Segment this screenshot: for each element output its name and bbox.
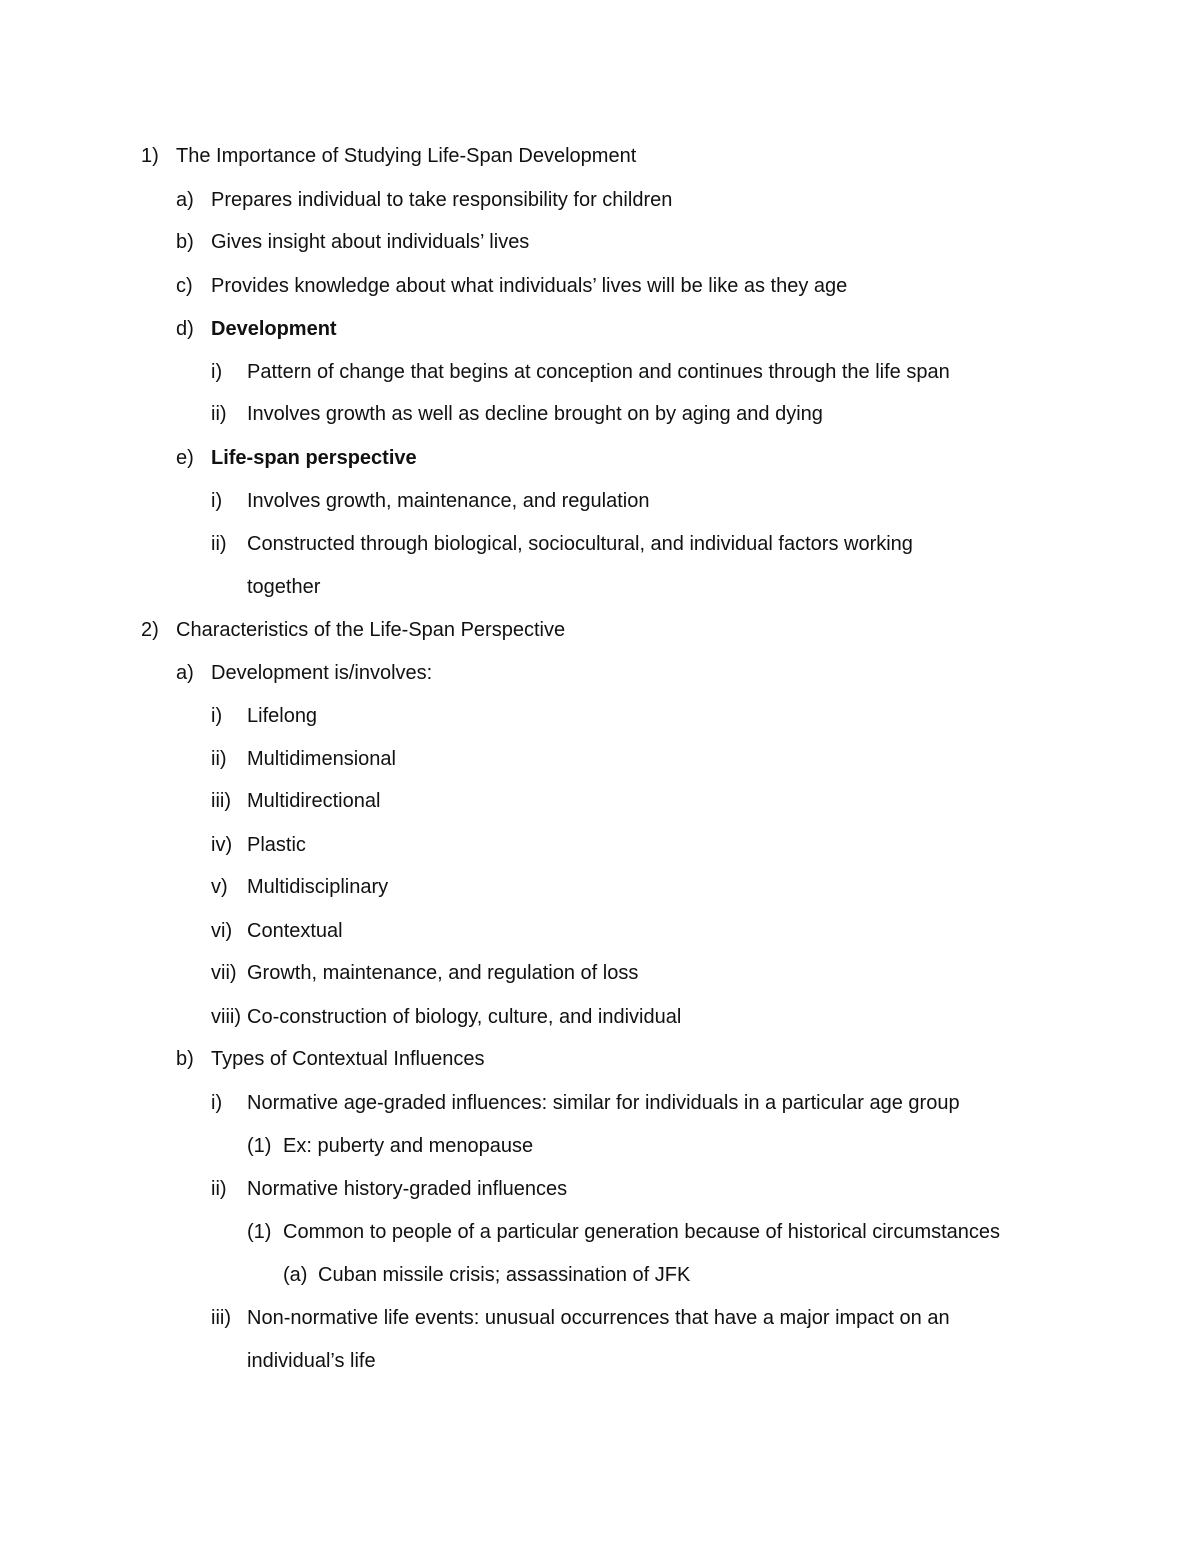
list-marker: ii) [211,1178,227,1200]
list-marker: iii) [211,790,231,812]
list-marker: iii) [211,1307,231,1329]
list-marker: (1) [247,1135,272,1157]
list-marker: viii) [211,1006,241,1028]
list-item-text: Non-normative life events: unusual occurrences that have a major impact on an [247,1307,950,1329]
list-item-text: Normative age-graded influences: similar for individuals in a particular age group [247,1092,960,1114]
list-marker: i) [211,705,223,727]
heading-text: The Importance of Studying Life-Span Development [176,145,637,167]
list-item-text: Ex: puberty and menopause [283,1135,534,1157]
list-marker: ii) [211,748,227,770]
list-item-text: Involves growth, maintenance, and regulation [247,490,650,512]
list-marker: d) [176,318,194,340]
list-marker: vi) [211,920,233,942]
list-item-text: individual’s life [247,1350,376,1372]
list-marker: e) [176,447,194,469]
heading-text: Characteristics of the Life-Span Perspective [176,619,566,641]
list-marker: 1) [141,145,159,167]
list-marker: i) [211,361,223,383]
list-item-text: Growth, maintenance, and regulation of loss [247,962,639,984]
list-item-text: Contextual [247,920,343,942]
list-item-text: Provides knowledge about what individuals’ lives will be like as they age [211,275,848,297]
list-item-text: Plastic [247,834,306,856]
list-item-text: Multidisciplinary [247,876,389,898]
list-marker: i) [211,490,223,512]
list-marker: i) [211,1092,223,1114]
list-item-text: Development is/involves: [211,662,433,684]
list-marker: v) [211,876,228,898]
list-item-text: Gives insight about individuals’ lives [211,231,530,253]
list-marker: (a) [283,1264,308,1286]
list-item-text: Co-construction of biology, culture, and individual [247,1006,682,1028]
list-marker: b) [176,1048,194,1070]
term-heading: Development [211,318,337,340]
list-item-text: Multidimensional [247,748,396,770]
list-item-text: Prepares individual to take responsibility for children [211,189,673,211]
list-marker: (1) [247,1221,272,1243]
term-heading: Life-span perspective [211,447,417,469]
list-marker: ii) [211,533,227,555]
list-marker: vii) [211,962,237,984]
list-item-text: together [247,576,321,598]
list-marker: ii) [211,403,227,425]
list-item-text: Normative history-graded influences [247,1178,568,1200]
list-item-text: Constructed through biological, sociocultural, and individual factors working [247,533,913,555]
list-item-text: Lifelong [247,705,318,727]
list-marker: a) [176,189,194,211]
list-item-text: Involves growth as well as decline brought on by aging and dying [247,403,823,425]
list-marker: a) [176,662,194,684]
list-item-text: Common to people of a particular generation because of historical circumstances [283,1221,1001,1243]
list-item-text: Multidirectional [247,790,381,812]
list-marker: iv) [211,834,233,856]
list-marker: 2) [141,619,159,641]
list-item-text: Types of Contextual Influences [211,1048,485,1070]
list-item-text: Pattern of change that begins at conception and continues through the life span [247,361,950,383]
list-marker: c) [176,275,193,297]
list-marker: b) [176,231,194,253]
list-item-text: Cuban missile crisis; assassination of JFK [318,1264,691,1286]
